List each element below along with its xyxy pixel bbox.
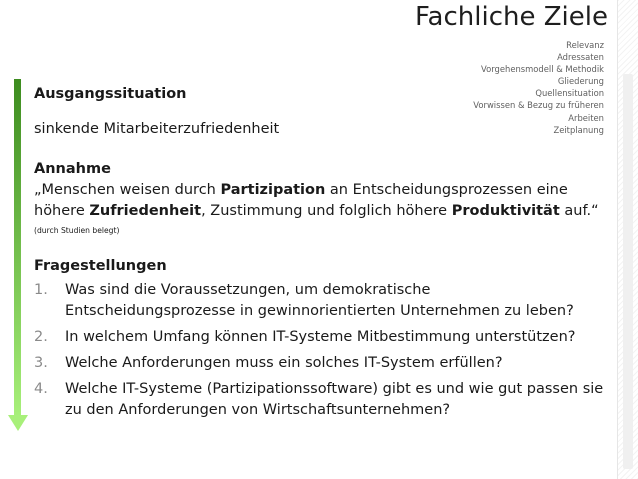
questions-list (34, 280, 604, 421)
agenda-item-sources[interactable]: Quellensituation (535, 88, 604, 99)
down-arrow-icon (6, 79, 32, 435)
list-number: 4. (34, 381, 48, 397)
list-item (34, 327, 604, 348)
list-text: Welche Anforderungen muss ein solches IT-System erfüllen? (65, 355, 503, 371)
list-text: In welchem Umfang können IT-Systeme Mitbestimmung unterstützen? (65, 329, 576, 345)
assumption-note: (durch Studien belegt) (34, 226, 120, 235)
list-item (34, 280, 604, 322)
quote-emphasis-satisfaction: Zufriedenheit (89, 203, 202, 219)
agenda-item-outline[interactable]: Gliederung (557, 76, 604, 87)
list-number: 3. (34, 355, 48, 371)
quote-emphasis-participation: Partizipation (220, 182, 326, 198)
agenda-item-relevance[interactable]: Relevanz (566, 40, 604, 50)
agenda-item-prior-work[interactable]: Vorwissen & Bezug zu früheren Arbeiten (473, 100, 604, 123)
agenda-item-method[interactable]: Vorgehensmodell & Methodik (481, 64, 604, 75)
list-text: Was sind die Voraussetzungen, um demokratische Entscheidungsprozesse in gewinnorientierten Unternehmen zu leben? (65, 282, 574, 319)
list-number: 1. (34, 282, 48, 298)
situation-heading: Ausgangssituation (34, 86, 187, 102)
assumption-quote (34, 180, 604, 222)
quote-part: „Menschen weisen durch (34, 182, 221, 198)
list-text: Welche IT-Systeme (Partizipationssoftware) gibt es und wie gut passen sie zu den Anforderungen von Wirtschaftsunternehmen? (65, 381, 604, 418)
list-number: 2. (34, 329, 48, 345)
decorative-side-strip (617, 0, 638, 479)
quote-part: an Entscheidungsprozessen eine höhere (34, 182, 568, 219)
agenda-item-audience[interactable]: Adressaten (557, 52, 604, 63)
side-strip-bar (623, 74, 633, 469)
situation-text: sinkende Mitarbeiterzufriedenheit (34, 121, 280, 137)
slide-content (34, 84, 604, 426)
slide-title: Fachliche Ziele (414, 2, 608, 32)
quote-emphasis-productivity: Produktivität (451, 203, 560, 219)
assumption-heading: Annahme (34, 161, 111, 177)
quote-part: , Zustimmung und folglich höhere (201, 203, 452, 219)
list-item (34, 353, 604, 374)
quote-part: auf.“ (559, 203, 599, 219)
agenda-item-schedule[interactable]: Zeitplanung (553, 124, 604, 135)
questions-heading: Fragestellungen (34, 258, 167, 274)
list-item (34, 379, 604, 421)
